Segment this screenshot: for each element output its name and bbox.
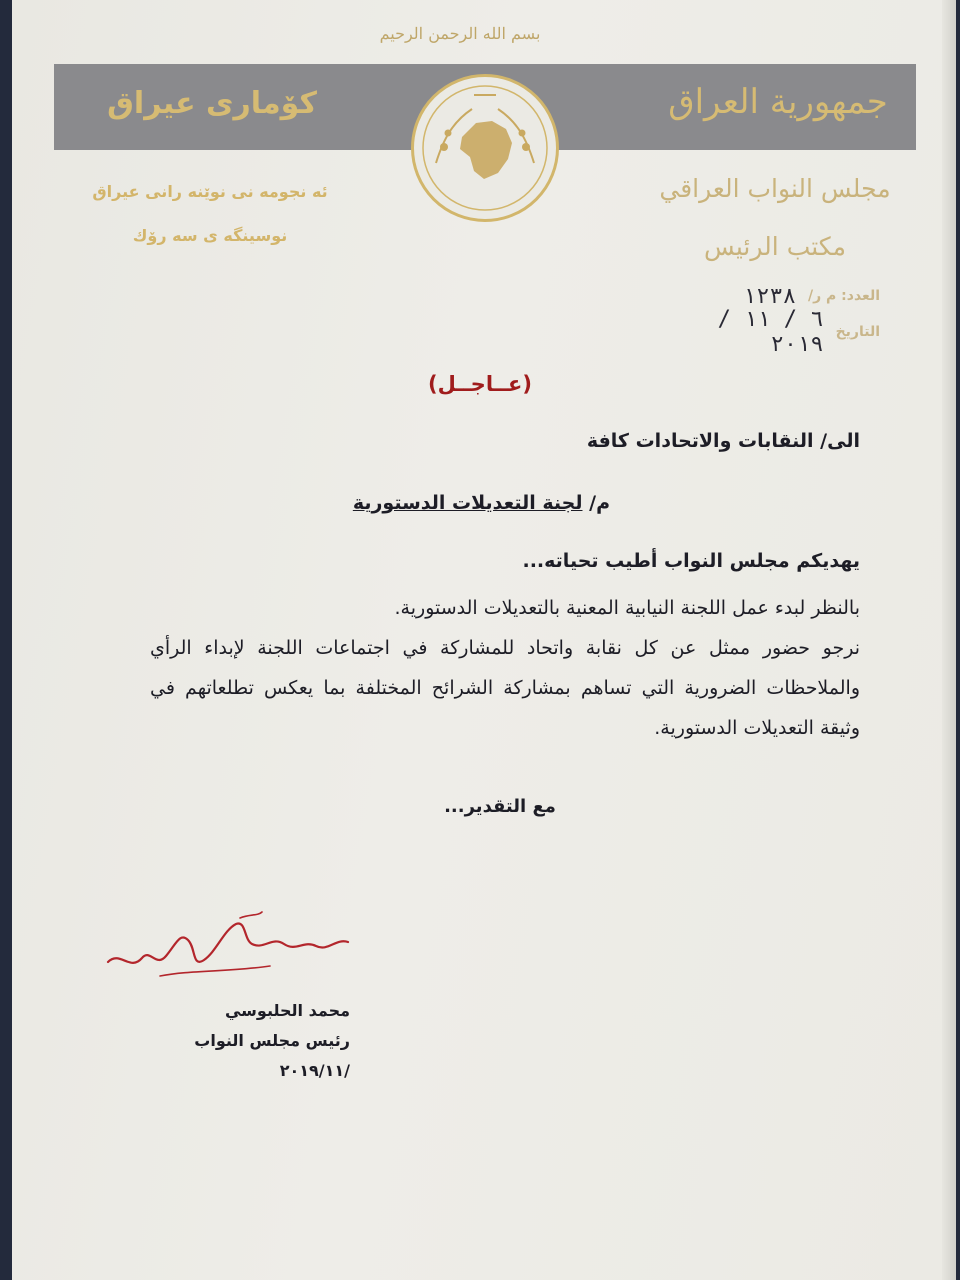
arabic-office-name: مكتب الرئيس (704, 232, 846, 261)
paragraph-2: نرجو حضور ممثل عن كل نقابة واتحاد للمشاركة في اجتماعات اللجنة لإبداء الرأي والملاحظات الضرورية التي تساهم بمشاركة الشرائح المختلفة بما يعكس تطلعاتهم في وثيقة التعديلات الدستورية. (150, 637, 860, 739)
signer-name: محمد الحلبوسي (224, 1001, 350, 1020)
kurdish-council-name: ئه نجومه نی نوێنه رانی عیراق (92, 182, 328, 201)
paper-edge (942, 0, 956, 1280)
arabic-council-name: مجلس النواب العراقي (659, 174, 891, 203)
arabic-subtitle (640, 160, 910, 276)
kurdish-country-name: كۆماری عیراق (107, 86, 317, 121)
subject-text: لجنة التعديلات الدستورية (352, 492, 583, 514)
paragraph-1: بالنظر لبدء عمل اللجنة النيابية المعنية بالتعديلات الدستورية. (394, 597, 860, 619)
signer-block (150, 996, 350, 1086)
greeting: يهديكم مجلس النواب أطيب تحياته... (522, 550, 860, 572)
addressee: الى/ النقابات والاتحادات كافة (586, 430, 860, 452)
urgent-label: (عــاجــل) (427, 372, 532, 396)
iraq-map-emblem-icon (414, 77, 556, 219)
reference-block (660, 278, 880, 357)
reference-date-label: التاريخ (835, 324, 880, 340)
subject-prefix: م/ (589, 492, 610, 514)
reference-date-row (660, 307, 880, 357)
handwritten-signature (100, 910, 360, 990)
reference-date-value: ٦ / ١١ / ٢٠١٩ (717, 307, 824, 357)
reference-number-value: ١٢٣٨ (743, 283, 796, 309)
signer-title: رئيس مجلس النواب (194, 1031, 350, 1050)
kurdish-subtitle (60, 170, 360, 258)
subject-line (353, 492, 610, 514)
parliament-emblem (411, 74, 559, 222)
basmala: بسم الله الرحمن الرحيم (379, 24, 541, 43)
closing: مع التقدير... (444, 796, 556, 817)
kurdish-office-name: نوسینگه ی سه رۆك (132, 226, 288, 245)
arabic-country-name: جمهورية العراق (668, 82, 888, 122)
letter-paragraphs (150, 588, 860, 748)
reference-number-label: العدد: م ر/ (807, 288, 880, 304)
signature-icon (100, 910, 360, 990)
signature-date: /٢٠١٩/١١ (279, 1061, 350, 1080)
